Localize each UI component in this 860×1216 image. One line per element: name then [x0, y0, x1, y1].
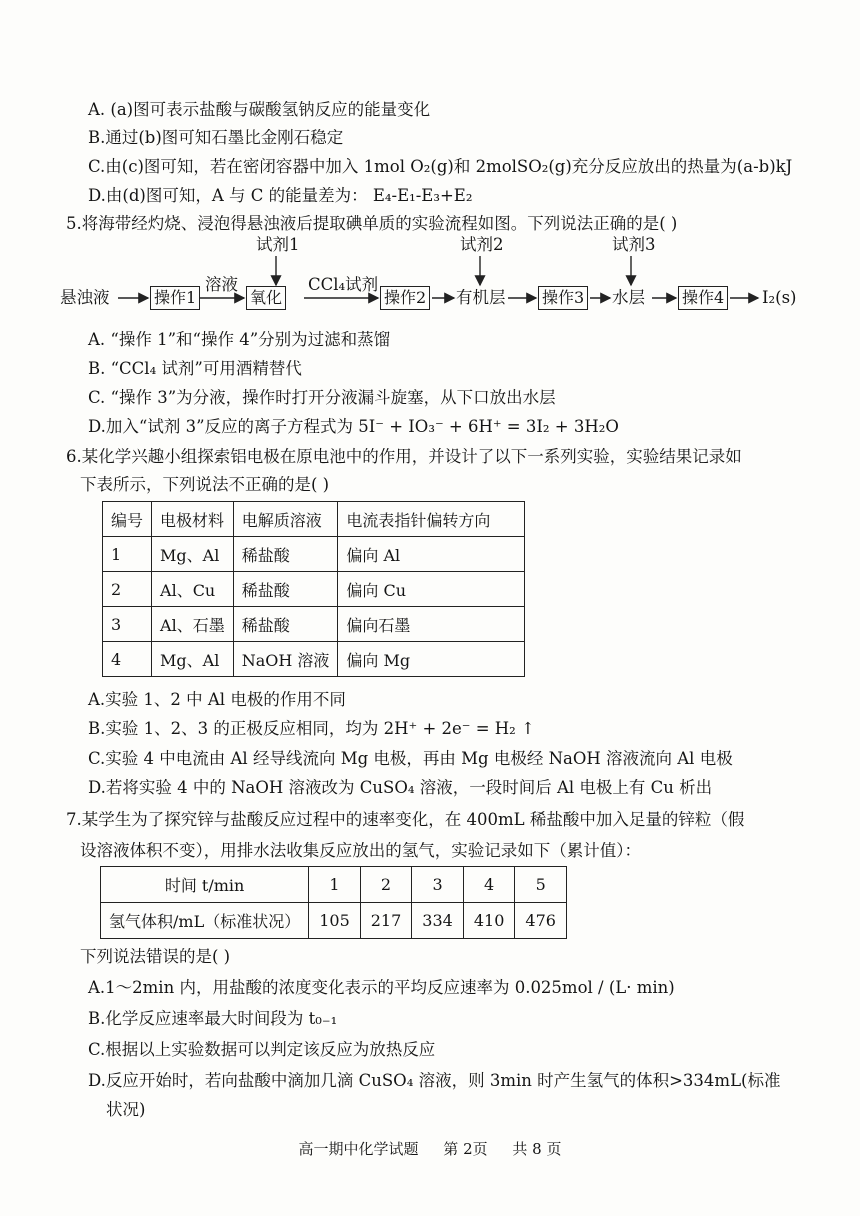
- flow-reagent3: 试剂3: [612, 235, 656, 254]
- q7-option-b: B.化学反应速率最大时间段为 t₀₋₁: [88, 1009, 338, 1028]
- page-footer: [0, 1138, 860, 1159]
- table-cell: 5: [515, 867, 567, 903]
- table-cell: 476: [515, 903, 567, 939]
- q7-question: 下列说法错误的是( ): [80, 947, 231, 966]
- table-cell: 334: [412, 903, 464, 939]
- flow-end: I₂(s): [762, 288, 797, 307]
- table-cell: 偏向 Mg: [338, 642, 525, 677]
- q7-table: [100, 866, 567, 939]
- q7-option-c: C.根据以上实验数据可以判定该反应为放热反应: [88, 1040, 436, 1059]
- q7-stem-line1: 7.某学生为了探究锌与盐酸反应过程中的速率变化，在 400mL 稀盐酸中加入足量的锌粒（假: [66, 810, 745, 829]
- q5-option-c: C. “操作 3”为分液，操作时打开分液漏斗旋塞，从下口放出水层: [88, 388, 556, 407]
- q5-option-b: B. “CCl₄ 试剂”可用酒精替代: [88, 359, 302, 378]
- table-cell: 217: [360, 903, 412, 939]
- footer-page-number: 第 2页: [443, 1140, 488, 1158]
- table-row: [103, 642, 525, 677]
- table-cell: 1: [309, 867, 361, 903]
- q4-option-a: A. (a)图可表示盐酸与碳酸氢钠反应的能量变化: [88, 100, 431, 119]
- table-header-row: [103, 502, 525, 537]
- footer-total-pages: 共 8 页: [512, 1140, 562, 1158]
- q5-option-d: D.加入“试剂 3”反应的离子方程式为 5I⁻ + IO₃⁻ + 6H⁺ = 3I₂ + 3H₂O: [88, 417, 619, 436]
- flow-start: 悬浊液: [60, 288, 110, 307]
- table-header-cell: 编号: [103, 502, 152, 537]
- table-cell: 稀盐酸: [233, 572, 338, 607]
- flow-reagent2: 试剂2: [460, 235, 504, 254]
- flow-water-layer: 水层: [612, 288, 645, 307]
- flow-organic-layer: 有机层: [456, 288, 506, 307]
- table-row: [101, 903, 567, 939]
- flow-reagent1: 试剂1: [256, 235, 300, 254]
- q7-option-a: A.1～2min 内，用盐酸的浓度变化表示的平均反应速率为 0.025mol / (L· min): [88, 978, 675, 997]
- q7-option-d-line2: 状况): [106, 1100, 146, 1119]
- q5-flow-diagram: [60, 232, 840, 312]
- table-row-label: 时间 t/min: [101, 867, 309, 903]
- table-header-cell: 电解质溶液: [233, 502, 338, 537]
- flow-label-ccl4: CCl₄试剂: [308, 275, 379, 294]
- q4-option-c: C.由(c)图可知，若在密闭容器中加入 1mol O₂(g)和 2molSO₂(g)充分反应放出的热量为(a-b)kJ: [88, 157, 793, 176]
- flow-oxidation: 氧化: [246, 286, 286, 310]
- q6-table: [102, 501, 525, 677]
- flow-op3: 操作3: [538, 286, 588, 310]
- table-cell: NaOH 溶液: [233, 642, 338, 677]
- table-cell: 1: [103, 537, 152, 572]
- q6-stem-line1: 6.某化学兴趣小组探索铝电极在原电池中的作用，并设计了以下一系列实验，实验结果记录如: [66, 447, 742, 466]
- table-cell: 偏向 Al: [338, 537, 525, 572]
- table-row: [103, 607, 525, 642]
- table-cell: 稀盐酸: [233, 607, 338, 642]
- table-header-cell: 电流表指针偏转方向: [338, 502, 525, 537]
- table-cell: 410: [463, 903, 515, 939]
- table-header-cell: 电极材料: [152, 502, 234, 537]
- q4-option-d: D.由(d)图可知，A 与 C 的能量差为： E₄-E₁-E₃+E₂: [88, 186, 473, 205]
- q6-option-b: B.实验 1、2、3 的正极反应相同，均为 2H⁺ + 2e⁻ = H₂ ↑: [88, 719, 535, 738]
- flow-op4: 操作4: [678, 286, 728, 310]
- table-cell: 2: [360, 867, 412, 903]
- q7-option-d-line1: D.反应开始时，若向盐酸中滴加几滴 CuSO₄ 溶液，则 3min 时产生氢气的体积>334mL(标准: [88, 1071, 781, 1090]
- table-cell: 偏向 Cu: [338, 572, 525, 607]
- table-cell: 4: [103, 642, 152, 677]
- q6-option-c: C.实验 4 中电流由 Al 经导线流向 Mg 电极，再由 Mg 电极经 NaOH 溶液流向 Al 电极: [88, 749, 733, 768]
- table-cell: Al、Cu: [152, 572, 234, 607]
- table-row: [103, 537, 525, 572]
- table-row: [101, 867, 567, 903]
- table-cell: 105: [309, 903, 361, 939]
- table-cell: 偏向石墨: [338, 607, 525, 642]
- table-cell: Mg、Al: [152, 537, 234, 572]
- table-cell: 3: [412, 867, 464, 903]
- table-row-label: 氢气体积/mL（标准状况）: [101, 903, 309, 939]
- table-cell: 稀盐酸: [233, 537, 338, 572]
- q7-stem-line2: 设溶液体积不变），用排水法收集反应放出的氢气，实验记录如下（累计值）：: [80, 841, 641, 860]
- flow-op2: 操作2: [380, 286, 430, 310]
- table-cell: 2: [103, 572, 152, 607]
- q4-option-b: B.通过(b)图可知石墨比金刚石稳定: [88, 128, 344, 147]
- table-cell: Al、石墨: [152, 607, 234, 642]
- flow-op1: 操作1: [150, 286, 200, 310]
- footer-title: 高一期中化学试题: [298, 1140, 419, 1158]
- q6-option-a: A.实验 1、2 中 Al 电极的作用不同: [88, 690, 346, 709]
- q6-stem-line2: 下表所示，下列说法不正确的是( ): [80, 475, 330, 494]
- table-cell: 4: [463, 867, 515, 903]
- table-row: [103, 572, 525, 607]
- q5-option-a: A. “操作 1”和“操作 4”分别为过滤和蒸馏: [88, 330, 391, 349]
- q6-option-d: D.若将实验 4 中的 NaOH 溶液改为 CuSO₄ 溶液，一段时间后 Al 电极上有 Cu 析出: [88, 778, 713, 797]
- q5-stem: 5.将海带经灼烧、浸泡得悬浊液后提取碘单质的实验流程如图。下列说法正确的是( ): [66, 214, 678, 233]
- table-cell: 3: [103, 607, 152, 642]
- flow-label-solution: 溶液: [205, 275, 238, 294]
- table-cell: Mg、Al: [152, 642, 234, 677]
